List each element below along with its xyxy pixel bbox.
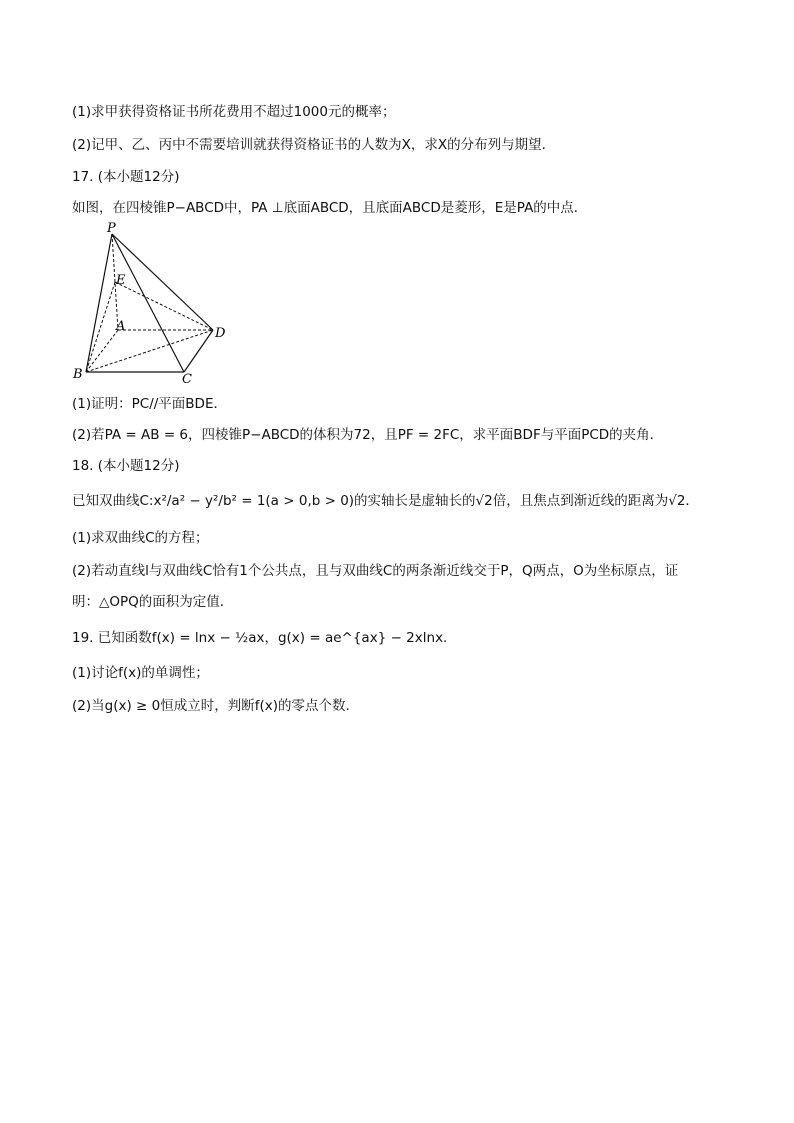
label-C: C — [182, 372, 192, 387]
pyramid-figure — [70, 222, 240, 387]
q17-stem: 如图，在四棱锥P−ABCD中，PA ⊥底面ABCD，且底面ABCD是菱形，E是PA的中点． — [72, 200, 588, 216]
q18-part1: (1)求双曲线C的方程； — [72, 530, 209, 546]
q17-part2: (2)若PA = AB = 6，四棱锥P−ABCD的体积为72，且PF = 2FC，求平面BDF与平面PCD的夹角． — [72, 427, 664, 443]
label-B: B — [73, 367, 83, 382]
q18-part2-line2: 明：△OPQ的面积为定值． — [72, 594, 234, 610]
label-D: D — [215, 326, 226, 341]
q18-header: 18. (本小题12分) — [72, 458, 180, 474]
edge-CD — [184, 330, 213, 372]
q17-part1: (1)证明：PC//平面BDE． — [72, 396, 227, 412]
q19-part1: (1)讨论f(x)的单调性； — [72, 665, 209, 681]
q17-header: 17. (本小题12分) — [72, 169, 180, 185]
q16-part1: (1)求甲获得资格证书所花费用不超过1000元的概率； — [72, 104, 396, 120]
edge-BD — [86, 330, 213, 372]
label-P: P — [107, 222, 116, 236]
q19-stem: 19. 已知函数f(x) = lnx − ½ax，g(x) = ae^{ax} − 2xlnx． — [72, 630, 457, 646]
q19-part2: (2)当g(x) ≥ 0恒成立时，判断f(x)的零点个数． — [72, 698, 359, 714]
edge-AB — [86, 330, 118, 372]
q18-stem: 已知双曲线C:x²/a² − y²/b² = 1(a > 0,b > 0)的实轴长是虚轴长的√2倍，且焦点到渐近线的距离为√2． — [72, 493, 699, 509]
label-A: A — [116, 319, 126, 334]
edge-PD — [112, 234, 213, 330]
edge-ED — [115, 282, 213, 330]
q16-part2: (2)记甲、乙、丙中不需要培训就获得资格证书的人数为X，求X的分布列与期望． — [72, 137, 556, 153]
q18-part2-line1: (2)若动直线l与双曲线C恰有1个公共点，且与双曲线C的两条渐近线交于P，Q两点，O为坐标原点，证 — [72, 563, 679, 579]
label-E: E — [116, 273, 126, 288]
